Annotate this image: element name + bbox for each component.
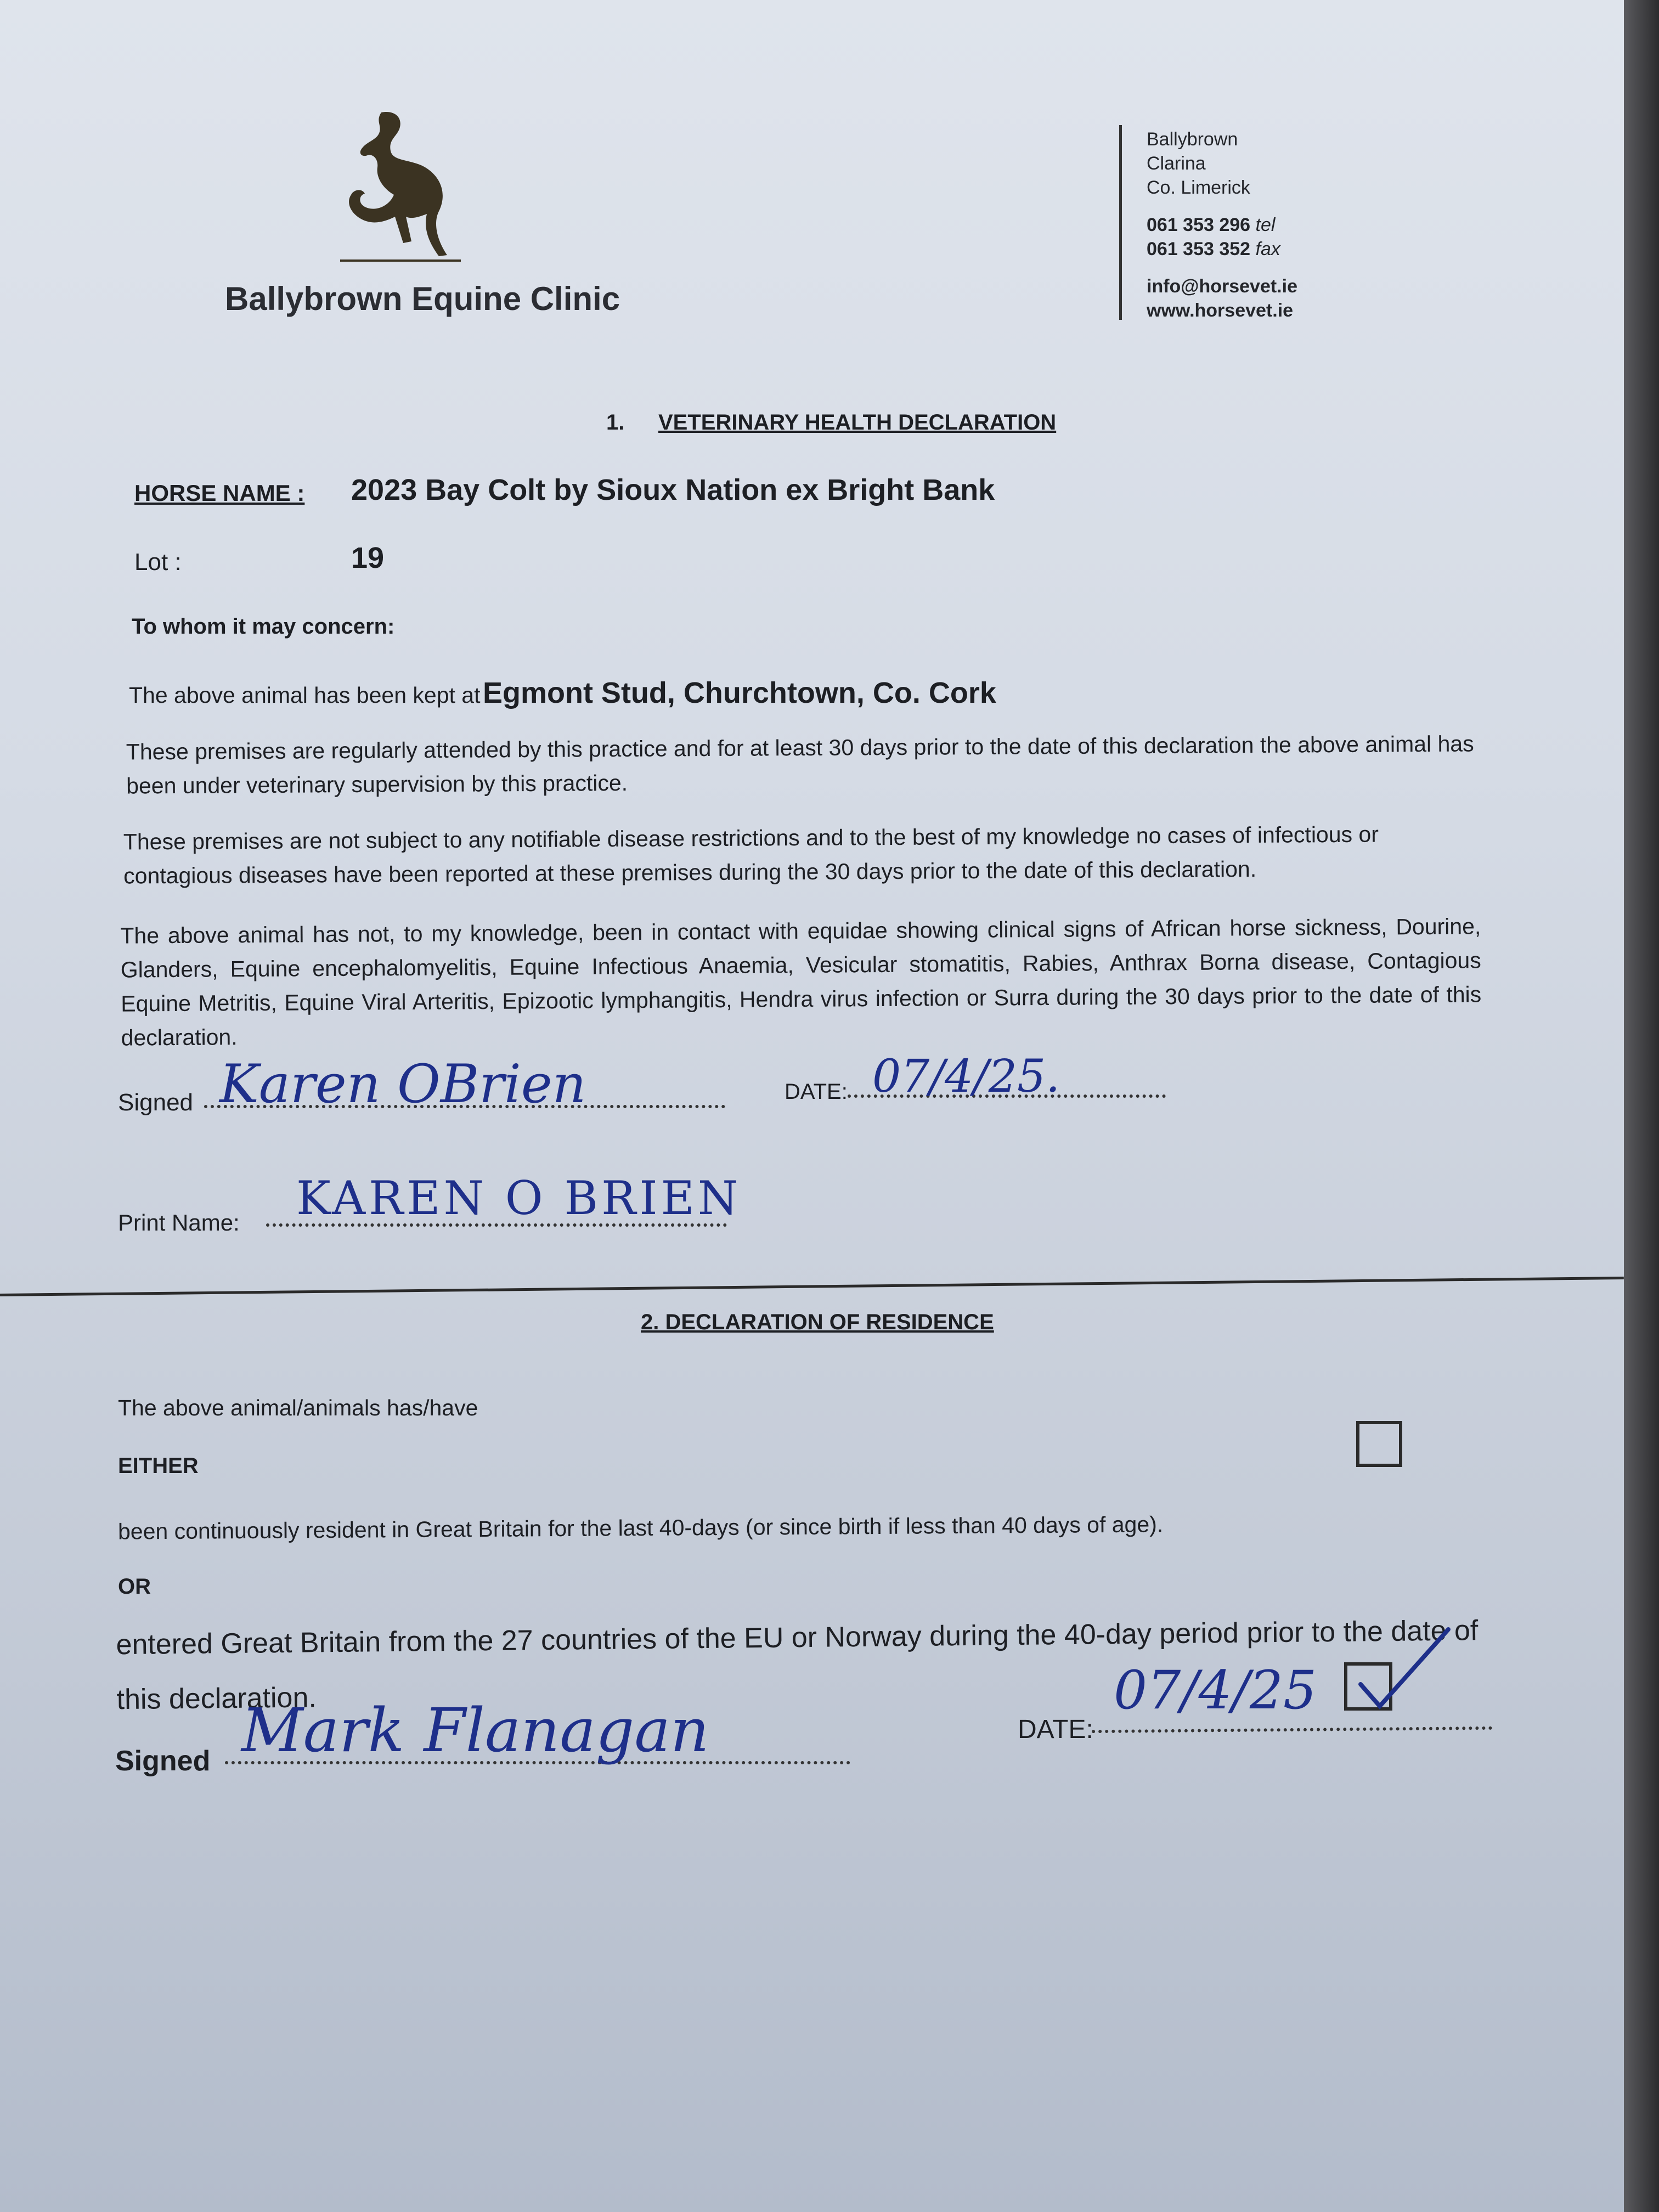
residence-intro: The above animal/animals has/have (118, 1395, 478, 1420)
premises-name: Egmont Stud, Churchtown, Co. Cork (482, 676, 996, 709)
kept-at-line (129, 676, 996, 712)
residence-date-label: DATE: (1018, 1715, 1093, 1744)
residence-signature: Mark Flanagan (241, 1695, 709, 1765)
date-label: DATE: (785, 1080, 848, 1104)
fax-label: fax (1255, 239, 1280, 259)
date-value: 07/4/25. (872, 1051, 1060, 1103)
section1-number: 1. (606, 410, 625, 435)
paragraph-supervision: These premises are regularly attended by this practice and for at least 30 days prior to the date of this declaration the above animal has been under veterinary supervision by this practice. (126, 731, 1474, 799)
section-divider (0, 1277, 1624, 1296)
clinic-contact (1147, 274, 1297, 323)
horse-name: 2023 Bay Colt by Sioux Nation ex Bright Bank (351, 473, 995, 506)
option1-text: been continuously resident in Great Britain for the last 40-days (or since birth if less than 40 days of age). (117, 1511, 1164, 1544)
option1-checkbox[interactable] (1356, 1421, 1402, 1467)
vet-signature: Karen OBrien (219, 1053, 586, 1115)
address-line: Clarina (1147, 153, 1206, 174)
paragraph-disease-restrictions: These premises are not subject to any notifiable disease restrictions and to the best of my knowledge no cases of infectious or contagious diseases have been reported at these premises during the 30 days prior to the date of this declaration. (123, 821, 1379, 889)
option2-text: entered Great Britain from the 27 countries of the EU or Norway during the 40-day period prior to the date of this declaration. (116, 1615, 1479, 1716)
fax-number: 061 353 352 (1147, 239, 1251, 259)
clinic-website: www.horsevet.ie (1147, 300, 1294, 321)
section1-title: VETERINARY HEALTH DECLARATION (658, 410, 1057, 435)
residence-date-value: 07/4/25 (1114, 1660, 1317, 1721)
section2-title: 2. DECLARATION OF RESIDENCE (641, 1310, 994, 1334)
lot-number: 19 (351, 541, 385, 574)
horse-name-label: HORSE NAME : (134, 480, 305, 506)
either-label: EITHER (118, 1454, 199, 1478)
paragraph-contact-equidae: The above animal has not, to my knowledge, been in contact with equidae showing clinical signs of African horse sickness, Dourine, Glanders, Equine encephalomyelitis, Equine Infectious Anaemia, Vesicular stomatitis, Rabies, Anthrax Borna disease, Contagious Equine Metritis, Equine Viral Arteritis, Epizootic lymphangitis, Hendra virus infection or Surra during the 30 days prior to the date of this declaration. (120, 913, 1482, 1051)
clinic-phone (1147, 213, 1280, 261)
clinic-name: Ballybrown Equine Clinic (225, 280, 620, 317)
lot-label: Lot : (134, 549, 182, 575)
or-label: OR (118, 1575, 151, 1599)
address-line: Co. Limerick (1147, 177, 1250, 198)
salutation: To whom it may concern: (132, 614, 395, 639)
address-divider (1119, 125, 1122, 320)
residence-signed-label: Signed (115, 1745, 211, 1777)
tel-number: 061 353 296 (1147, 215, 1251, 235)
address-line: Ballybrown (1147, 129, 1238, 150)
checkmark-icon (1339, 1624, 1470, 1723)
print-name-value: KAREN O BRIEN (296, 1171, 742, 1225)
print-name-label: Print Name: (118, 1210, 240, 1235)
rearing-horse-logo-icon (329, 107, 472, 266)
background-edge (1624, 0, 1659, 2212)
kept-at-prefix: The above animal has been kept at (129, 682, 481, 708)
clinic-email: info@horsevet.ie (1147, 276, 1297, 297)
clinic-address (1147, 127, 1250, 200)
signed-label: Signed (118, 1089, 194, 1116)
tel-label: tel (1255, 215, 1276, 235)
